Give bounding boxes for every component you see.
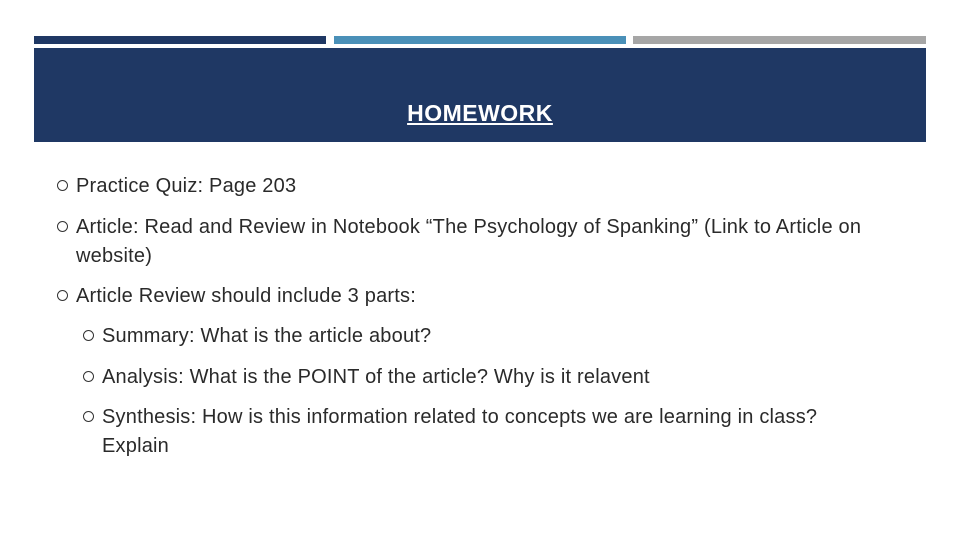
bullet-text: Article Review should include 3 parts: [76,285,416,307]
bullet-circle-icon [83,411,94,422]
bullet-text: Synthesis: How is this information related to concepts we are learning in class? Explain [102,406,818,457]
sub-bullet-item [83,322,913,351]
bullet-text: Practice Quiz: Page 203 [76,175,297,197]
bullet-item [57,172,917,201]
slide-title: HOMEWORK [407,100,553,126]
accent-bar-blue [334,36,626,44]
accent-bar-gray [633,36,926,44]
accent-bar-navy [34,36,326,44]
bullet-item [57,213,897,271]
bullet-text: Summary: What is the article about? [102,325,432,347]
sub-bullet-item [83,403,883,461]
bullet-item [57,282,917,311]
sub-bullet-item [83,363,913,392]
bullet-text: Article: Read and Review in Notebook “The Psychology of Spanking” (Link to Article on website) [76,216,862,267]
bullet-text: Analysis: What is the POINT of the article? Why is it relavent [102,366,650,388]
title-band [34,48,926,142]
bullet-circle-icon [57,221,68,232]
bullet-circle-icon [83,371,94,382]
bullet-circle-icon [57,290,68,301]
bullet-circle-icon [83,330,94,341]
bullet-circle-icon [57,180,68,191]
